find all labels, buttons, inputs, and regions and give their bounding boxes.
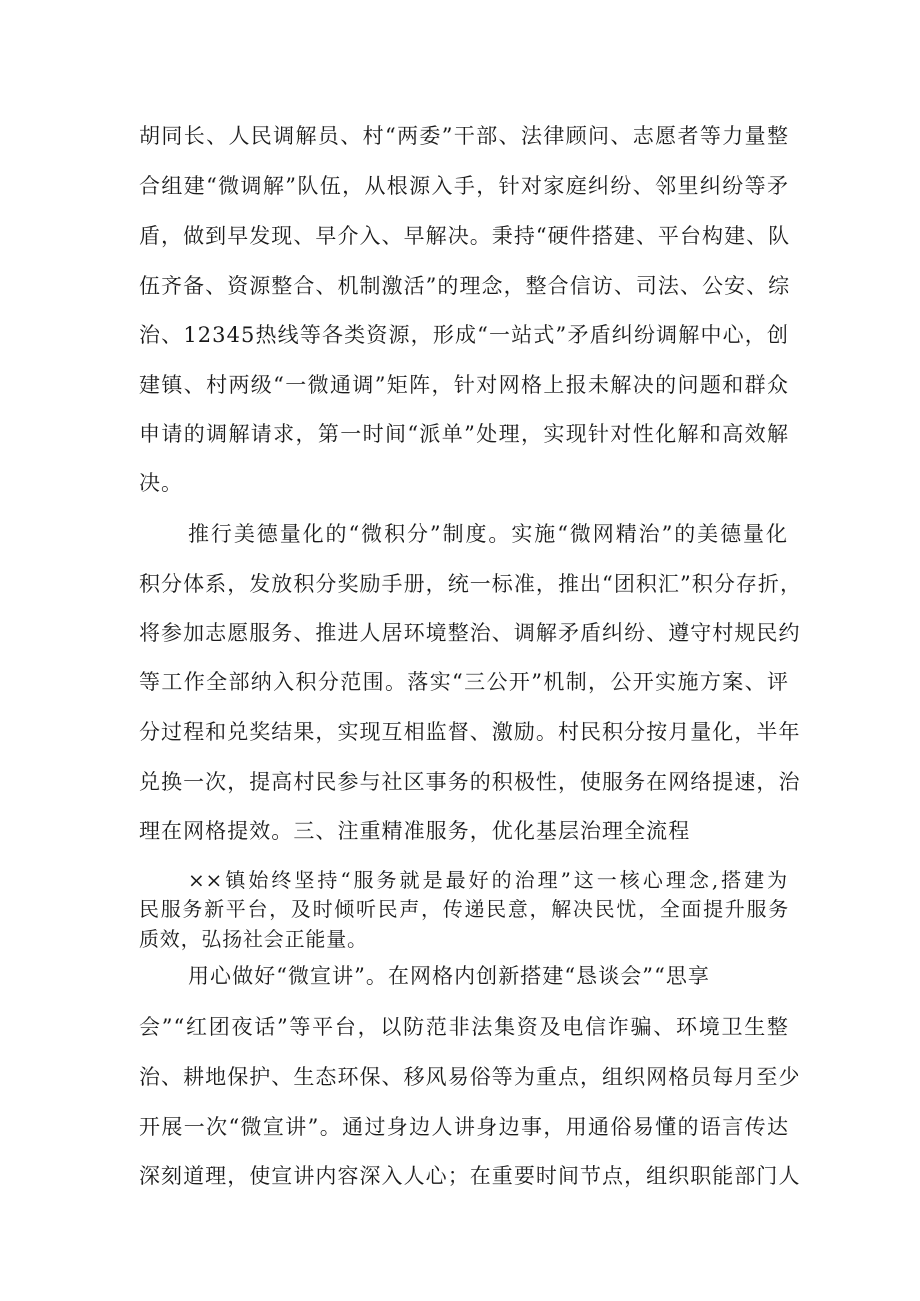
text-line: 将参加志愿服务、推进人居环境整治、调解矛盾纠纷、遵守村规民约 bbox=[139, 621, 801, 645]
text-line: 推行美德量化的“微积分”制度。实施“微网精治”的美德量化 bbox=[188, 522, 788, 546]
text-line: 分过程和兑奖结果，实现互相监督、激励。村民积分按月量化，半年 bbox=[139, 720, 801, 744]
text-line: 合组建“微调解”队伍，从根源入手，针对家庭纠纷、邻里纠纷等矛 bbox=[139, 174, 789, 198]
text-line: 开展一次“微宣讲”。通过身边人讲身边事，用通俗易懂的语言传达 bbox=[139, 1115, 789, 1139]
text-line: 胡同长、人民调解员、村“两委”干部、法律顾问、志愿者等力量整 bbox=[139, 124, 789, 148]
text-line: 盾，做到早发现、早介入、早解决。秉持“硬件搭建、平台构建、队 bbox=[139, 224, 791, 248]
text-line: 伍齐备、资源整合、机制激活”的理念，整合信访、司法、公安、综 bbox=[139, 274, 791, 298]
text-line: 兑换一次，提高村民参与社区事务的积极性，使服务在网络提速，治 bbox=[139, 770, 801, 794]
text-line: 申请的调解请求，第一时间“派单”处理，实现针对性化解和高效解 bbox=[139, 422, 789, 446]
text-line: 治、12345热线等各类资源，形成“一站式”矛盾纠纷调解中心，创 bbox=[139, 323, 789, 347]
text-line: 民服务新平台，及时倾听民声，传递民意，解决民忧，全面提升服务 bbox=[139, 897, 789, 921]
text-line: 用心做好“微宣讲”。在网格内创新搭建“恳谈会”“思享 bbox=[188, 964, 710, 988]
text-line: 理在网格提效。三、注重精准服务，优化基层治理全流程 bbox=[139, 819, 691, 843]
text-line: ××镇始终坚持“服务就是最好的治理”这一核心理念,搭建为 bbox=[188, 868, 788, 892]
text-line: 会”“红团夜话”等平台，以防范非法集资及电信诈骗、环境卫生整 bbox=[139, 1015, 789, 1039]
text-line: 等工作全部纳入积分范围。落实“三公开”机制，公开实施方案、评 bbox=[139, 670, 789, 694]
text-line: 积分体系，发放积分奖励手册，统一标准，推出“团积汇”积分存折， bbox=[139, 572, 803, 596]
text-line: 决。 bbox=[139, 471, 184, 495]
text-line: 深刻道理，使宣讲内容深入人心；在重要时间节点，组织职能部门人 bbox=[139, 1164, 801, 1188]
text-line: 建镇、村两级“一微通调”矩阵，针对网格上报未解决的问题和群众 bbox=[139, 373, 789, 397]
text-line: 质效，弘扬社会正能量。 bbox=[139, 927, 368, 951]
text-line: 治、耕地保护、生态环保、移风易俗等为重点，组织网格员每月至少 bbox=[139, 1065, 801, 1089]
